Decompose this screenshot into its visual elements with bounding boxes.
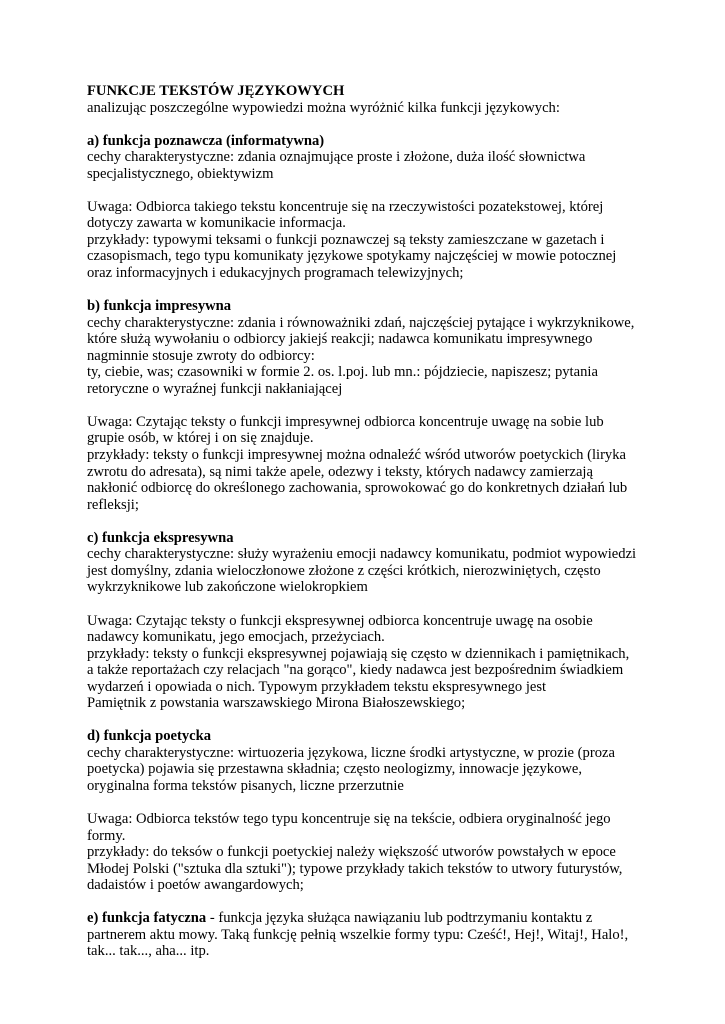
traits-line: jest domyślny, zdania wieloczłonowe złożone z części krótkich, nierozwiniętych, często	[87, 562, 601, 579]
section-fatyczna	[87, 910, 687, 960]
examples-line: wydarzeń i opowiada o nich. Typowym przykładem tekstu ekspresywnego jest	[87, 678, 547, 695]
section-impresywna	[87, 298, 687, 513]
examples-line: Pamiętnik z powstania warszawskiego Mirona Białoszewskiego;	[87, 695, 466, 712]
traits-line: oryginalna forma tekstów pisanych, liczne przerzutnie	[87, 777, 404, 794]
intro-text: analizując poszczególne wypowiedzi można wyróżnić kilka funkcji językowych:	[87, 99, 560, 116]
examples-line: czasopismach, tego typu komunikaty językowe spotykamy najczęściej w mowie potocznej	[87, 248, 617, 265]
traits-line: ty, ciebie, was; czasowniki w formie 2. os. l.poj. lub mn.: pójdziecie, napiszesz; pytania	[87, 364, 598, 381]
spacer	[87, 894, 687, 911]
examples-line: przykłady: typowymi teksami o funkcji poznawczej są teksty zamieszczane w gazetach i	[87, 231, 605, 248]
section-heading: c) funkcja ekspresywna	[87, 529, 234, 546]
examples-line: refleksji;	[87, 496, 139, 513]
section-heading: e) funkcja fatyczna	[87, 910, 207, 927]
section-poznawcza	[87, 133, 687, 282]
note-line: nadawcy komunikatu, jego emocjach, przeżyciach.	[87, 629, 385, 646]
traits-line: poetycka) pojawia się przestawna składnia; często neologizmy, innowacje językowe,	[87, 761, 583, 778]
traits-line: cechy charakterystyczne: wirtuozeria językowa, liczne środki artystyczne, w prozie (proza	[87, 744, 615, 761]
section-heading: d) funkcja poetycka	[87, 728, 212, 745]
note-line: dotyczy zawarta w komunikacie informacja.	[87, 215, 346, 232]
examples-line: zwrotu do adresata), są nimi także apele, odezwy i teksty, których nadawcy zamierzają	[87, 463, 593, 480]
section-heading: b) funkcja impresywna	[87, 298, 232, 315]
heading-rest: - funkcja języka służąca nawiązaniu lub podtrzymaniu kontaktu z	[206, 910, 593, 927]
document-page	[87, 83, 687, 960]
traits-line: wykrzyknikowe lub zakończone wielokropkiem	[87, 579, 368, 596]
section-poetycka	[87, 728, 687, 893]
spacer	[87, 513, 687, 530]
examples-line: oraz informacyjnych i edukacyjnych programach telewizyjnych;	[87, 265, 464, 282]
section-ekspresywna	[87, 530, 687, 712]
traits-line: nagminnie stosuje zwroty do odbiorcy:	[87, 347, 315, 364]
examples-line: dadaistów i poetów awangardowych;	[87, 877, 304, 894]
note-line: Uwaga: Czytając teksty o funkcji ekspresywnej odbiorca koncentruje uwagę na osobie	[87, 612, 593, 629]
note-line: Uwaga: Odbiorca takiego tekstu koncentruje się na rzeczywistości pozatekstowej, której	[87, 198, 604, 215]
spacer	[87, 282, 687, 299]
traits-line: partnerem aktu mowy. Taką funkcję pełnią wszelkie formy typu: Cześć!, Hej!, Witaj!, Halo!,	[87, 926, 629, 943]
traits-line: cechy charakterystyczne: zdania oznajmujące proste i złożone, duża ilość słownictwa	[87, 149, 586, 166]
traits-line: cechy charakterystyczne: służy wyrażeniu emocji nadawcy komunikatu, podmiot wypowiedzi	[87, 546, 637, 563]
spacer	[87, 795, 687, 812]
traits-line: cechy charakterystyczne: zdania i równoważniki zdań, najczęściej pytające i wykrzyknikowe,	[87, 314, 635, 331]
traits-line: tak... tak..., aha... itp.	[87, 943, 210, 960]
spacer	[87, 397, 687, 414]
traits-line: retoryczne o wyraźnej funkcji nakłaniającej	[87, 380, 343, 397]
note-line: formy.	[87, 827, 126, 844]
spacer	[87, 712, 687, 729]
note-line: Uwaga: Odbiorca tekstów tego typu koncentruje się na tekście, odbiera oryginalność jego	[87, 811, 611, 828]
examples-line: nakłonić odbiorcę do określonego zachowania, sprowokować go do konkretnych działań lub	[87, 480, 628, 497]
note-line: Uwaga: Czytając teksty o funkcji impresywnej odbiorca koncentruje uwagę na sobie lub	[87, 413, 604, 430]
examples-line: Młodej Polski ("sztuka dla sztuki"); typowe przykłady takich tekstów to utwory futurystów,	[87, 860, 623, 877]
spacer	[87, 596, 687, 613]
examples-line: przykłady: teksty o funkcji ekspresywnej pojawiają się często w dziennikach i pamiętnikach,	[87, 645, 630, 662]
spacer	[87, 116, 687, 133]
examples-line: przykłady: teksty o funkcji impresywnej można odnaleźć wśród utworów poetyckich (liryka	[87, 447, 627, 464]
document-title: FUNKCJE TEKSTÓW JĘZYKOWYCH	[87, 83, 345, 99]
note-line: grupie osób, w której i on się znajduje.	[87, 430, 314, 447]
traits-line: specjalistycznego, obiektywizm	[87, 165, 274, 182]
examples-line: przykłady: do teksów o funkcji poetyckiej należy większość utworów powstałych w epoce	[87, 844, 616, 861]
traits-line: które służą wywołaniu o odbiorcy jakiejś reakcji; nadawca komunikatu impresywnego	[87, 331, 593, 348]
spacer	[87, 182, 687, 199]
section-heading-line	[87, 910, 687, 927]
examples-line: a także reportażach czy relacjach "na gorąco", kiedy nadawca jest bezpośrednim świadkiem	[87, 662, 624, 679]
section-heading: a) funkcja poznawcza (informatywna)	[87, 132, 325, 149]
